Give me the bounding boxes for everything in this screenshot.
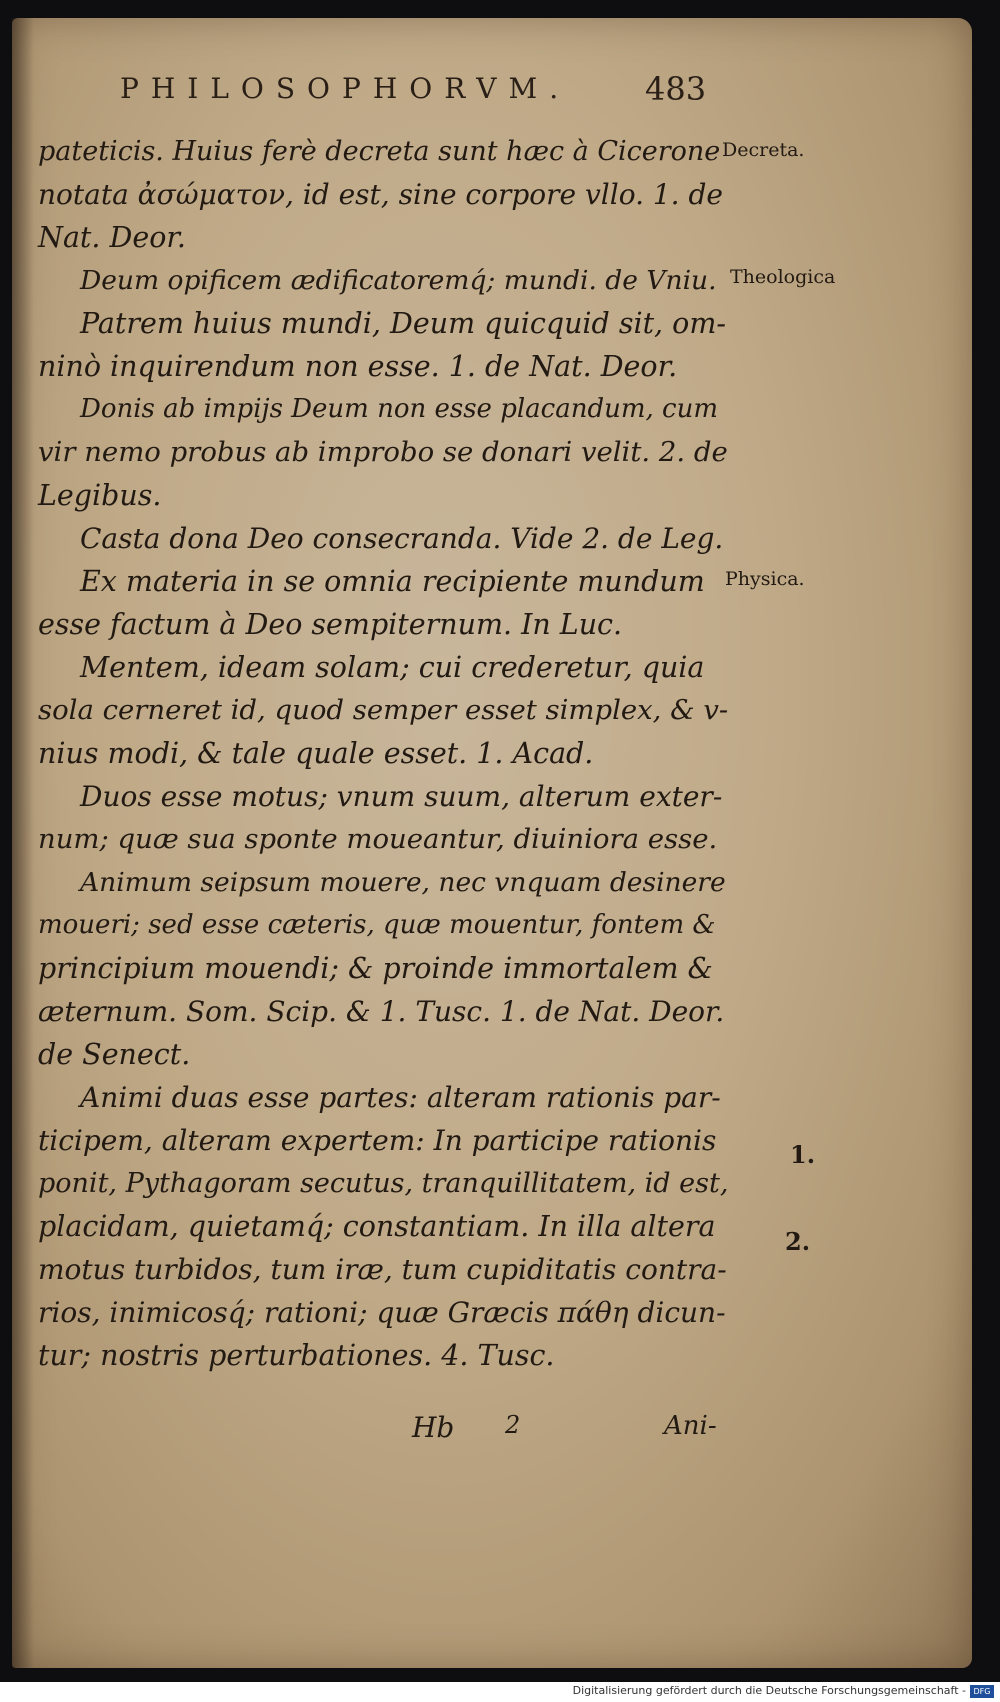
text-line: Ex materia in se omnia recipiente mundum [80,565,705,598]
text-line: rios, inimicosq́; rationi; quæ Græcis πάθη dicun- [38,1296,726,1329]
text-line: num; quæ sua sponte moueantur, diuiniora esse. [38,823,718,855]
text-line: Animi duas esse partes: alteram rationis par- [80,1081,721,1114]
catchword: Ani- [664,1411,717,1441]
text-line: moueri; sed esse cæteris, quæ mouentur, fontem & [38,910,716,940]
marginal-number-1: 1. [790,1140,816,1169]
text-line: esse factum à Deo sempiternum. In Luc. [38,608,623,641]
text-line: motus turbidos, tum iræ, tum cupiditatis contra- [38,1253,727,1286]
text-line: æternum. Som. Scip. & 1. Tusc. 1. de Nat. Deor. [38,995,725,1028]
marginal-number-2: 2. [785,1227,811,1256]
text-line: Legibus. [38,479,162,512]
text-line: ninò inquirendum non esse. 1. de Nat. Deor. [38,350,678,383]
text-line: placidam, quietamq́; constantiam. In illa altera [38,1210,716,1243]
page-gutter-shadow [12,18,34,1668]
text-line: Duos esse motus; vnum suum, alterum exter- [80,780,723,813]
text-line: principium mouendi; & proinde immortalem & [38,952,713,985]
text-line: vir nemo probus ab improbo se donari velit. 2. de [38,436,728,468]
text-line: Casta dona Deo consecranda. Vide 2. de Leg. [80,522,724,555]
marginal-note-theologica: Theologica [730,266,836,288]
body-text [38,130,728,1377]
footer-bar [0,1682,1000,1702]
marginal-note-decreta: Decreta. [722,139,805,161]
text-line: Mentem, ideam solam; cui crederetur, quia [80,651,705,684]
text-line: Nat. Deor. [38,221,186,254]
text-line: Animum seipsum mouere, nec vnquam desinere [80,867,726,898]
text-line: Patrem huius mundi, Deum quicquid sit, om- [80,307,726,340]
text-line: ponit, Pythagoram secutus, tranquillitatem, id est, [38,1168,729,1199]
text-line: Donis ab impijs Deum non esse placandum, cum [80,394,719,424]
running-head: PHILOSOPHORVM. [120,72,571,105]
dfg-logo: DFG [970,1685,994,1698]
signature-number: 2 [505,1411,521,1439]
text-line: nius modi, & tale quale esset. 1. Acad. [38,737,594,770]
page-number: 483 [645,70,707,108]
text-line: ticipem, alteram expertem: In participe rationis [38,1124,717,1157]
text-line: pateticis. Huius ferè decreta sunt hæc à Cicerone [38,136,721,167]
signature-mark: Hb [412,1411,455,1444]
footer-credit: Digitalisierung gefördert durch die Deutsche Forschungsgemeinschaft - [572,1684,966,1697]
marginal-note-physica: Physica. [725,568,805,590]
text-line: Deum opificem ædificatoremq́; mundi. de Vniu. [80,265,717,296]
text-line: notata ἀσώματον, id est, sine corpore vllo. 1. de [38,178,723,211]
text-line: sola cerneret id, quod semper esset simplex, & v- [38,694,729,726]
text-line: de Senect. [38,1038,191,1071]
text-line: tur; nostris perturbationes. 4. Tusc. [38,1339,555,1372]
